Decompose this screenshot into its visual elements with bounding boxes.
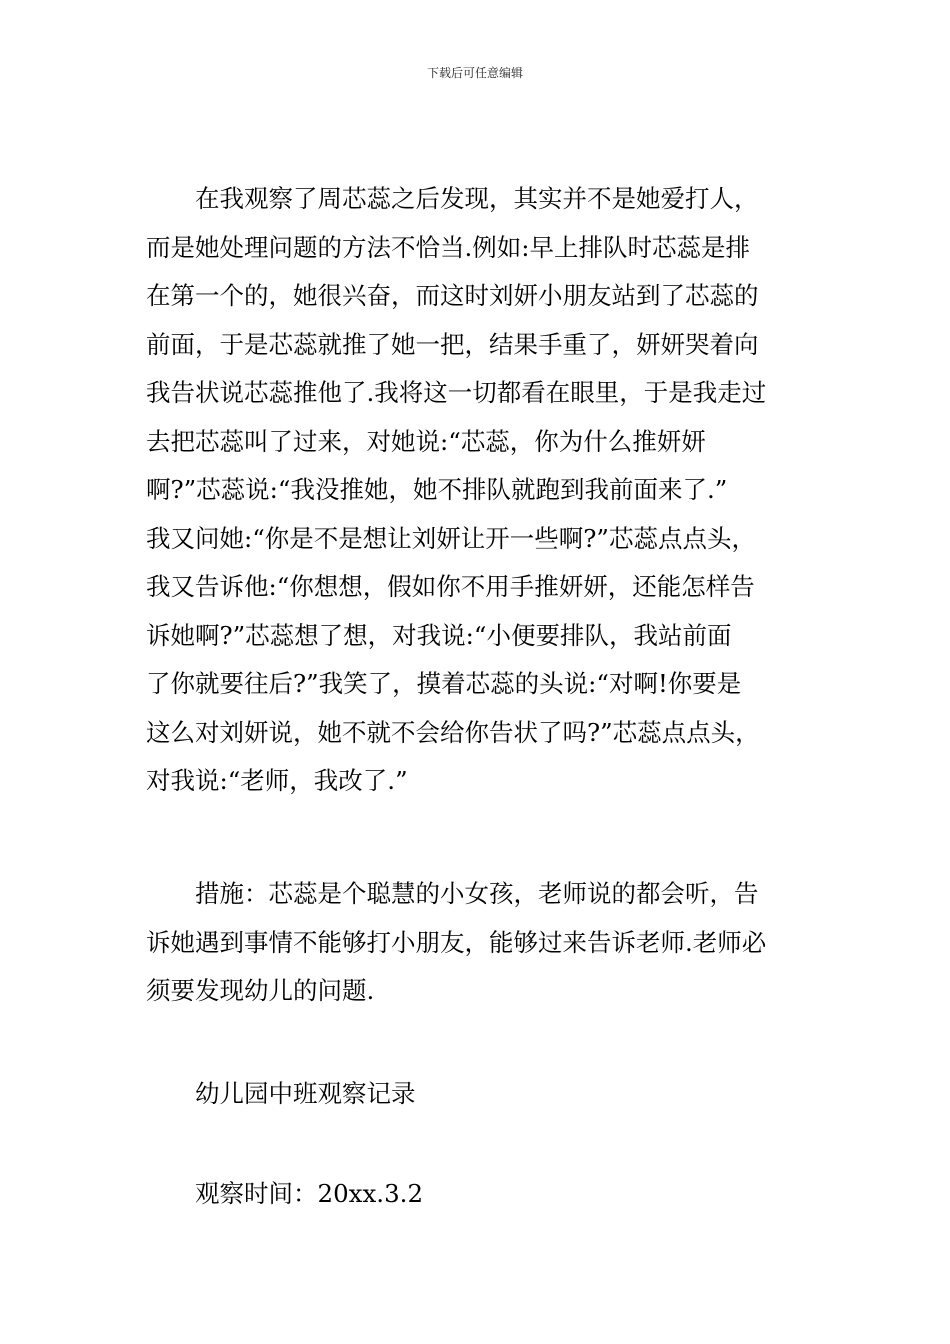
text-line: 前面，于是芯蕊就推了她一把，结果手重了，妍妍哭着向	[146, 329, 759, 359]
text-line: 诉她遇到事情不能够打小朋友，能够过来告诉老师.老师必	[146, 927, 767, 957]
text-line: 去把芯蕊叫了过来，对她说:“芯蕊，你为什么推妍妍	[146, 426, 706, 456]
text-line: 在第一个的，她很兴奋，而这时刘妍小朋友站到了芯蕊的	[146, 281, 759, 310]
text-line: 我告状说芯蕊推他了.我将这一切都看在眼里，于是我走过	[146, 378, 767, 407]
text-line: 我又告诉他:“你想想，假如你不用手推妍妍，还能怎样告	[146, 572, 755, 601]
text-line: 而是她处理问题的方法不恰当.例如:早上排队时芯蕊是排	[146, 232, 751, 262]
page-header: 下载后可任意编辑	[426, 66, 523, 80]
text-line: 这么对刘妍说，她不就不会给你告状了吗?”芯蕊点点头，	[146, 717, 760, 747]
text-line: 诉她啊?”芯蕊想了想，对我说:“小便要排队，我站前面	[146, 620, 732, 650]
measures-paragraph	[146, 870, 808, 1016]
text-line: 在我观察了周芯蕊之后发现，其实并不是她爱打人，	[195, 184, 759, 213]
text-line: 我又问她:“你是不是想让刘妍让开一些啊?”芯蕊点点头，	[146, 523, 756, 553]
observation-paragraph	[146, 175, 808, 806]
section-title-text: 幼儿园中班观察记录	[195, 1079, 416, 1108]
text-line: 须要发现幼儿的问题.	[146, 976, 375, 1005]
text-line: 啊?”芯蕊说:“我没推她，她不排队就跑到我前面来了.”	[146, 475, 728, 504]
text-line: 对我说:“老师，我改了.”	[146, 766, 408, 795]
text-line: 了你就要往后?”我笑了，摸着芯蕊的头说:“对啊!你要是	[146, 669, 742, 698]
observation-time-text: 观察时间：20xx.3.2	[195, 1179, 424, 1208]
section-title	[146, 1070, 808, 1119]
observation-time	[146, 1170, 808, 1219]
text-line: 措施：芯蕊是个聪慧的小女孩，老师说的都会听，告	[195, 879, 759, 908]
